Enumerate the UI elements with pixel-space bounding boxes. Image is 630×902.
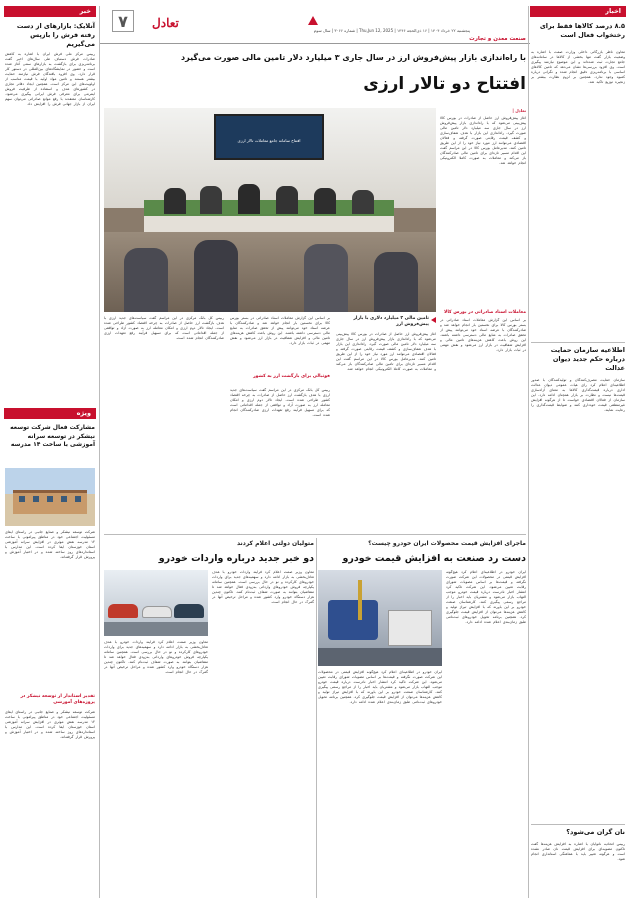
screen-text: افتتاح سامانه جامع معاملات تالار ارزی [237,138,301,143]
right-tab: اخبار [530,6,626,17]
date-fa: پنجشنبه ۲۲ خرداد ۱۴۰۴ [430,28,470,33]
year: سال سوم [313,28,331,33]
lead-byline: تعادل | [512,108,526,113]
lead-sub2: فوتبالی برای بازگشت ارز به کشور [253,374,330,379]
column-rule [99,6,100,898]
import-body-cont: معاون وزیر صمت اعلام کرد فرآیند واردات خودرو با هدف تعادل‌بخشی به بازار ادامه دارد و سهمیه‌های جدید برای واردات خودروهای کارکرده و نو در حال بررسی است. همچنین سامانه یکپارچه فروش خودروهای وارداتی به‌زودی فعال خواهد شد تا متقاضیان بتوانند به صورت شفاف ثبت‌نام کنند. تاکنون چندین هزار دستگاه خودرو وارد کشور شده و مراحل ترخیص آنها در گمرک در حال انجام است. [104,640,208,674]
left-story1-body: رییس مرکز ملی فرش ایران با اشاره به کاهش صادرات فرش دستباف طی سال‌های اخیر گفت برنامه‌ریزی برای بازگشت به بازارهای سنتی آغاز شده است و حضور در نمایشگاه‌های بین‌المللی در دستور کار قرار دارد. وی افزود بافندگان فرش نیازمند حمایت بیشتر هستند و تامین مواد اولیه با قیمت مناسب از اولویت‌های این مرکز است. همچنین ایجاد دفاتر تجاری در کشورهای هدف و استفاده از ظرفیت فروش اینترنتی برای معرفی فرش ایرانی پیگیری می‌شود. کارشناسان معتقدند با رفع موانع صادراتی می‌توان سهم ایران از بازار جهانی فرش را افزایش داد. [5,52,95,106]
photo-caption-text: تامین مالی ۳ میلیارد دلاری با بازار پیش‌فروش ارز [353,316,429,327]
right-story2-title: اطلاعیه سازمان حمایت درباره حکم جدید دیوان عدالت [550,346,625,372]
section-name: صنعت معدن و تجارت [469,36,526,42]
left-story2-body-cont: شرکت توسعه نیشکر و صنایع جانبی در راستای ایفای مسئولیت اجتماعی خود در مناطق پیرامونی با ساخت ۱۴ مدرسه نقش موثری در افزایش سرانه آموزشی استان خوزستان ایفا کرده است. این مدارس با استانداردهای روز ساخته شده و در اختیار آموزش و پرورش قرار گرفته‌اند. [5,710,95,739]
left-story1-title: آنلایک: بازارهای از دست رفته فرش را بازپس می‌گیریم [16,22,95,48]
car-body-cont: ایران خودرو در اطلاعیه‌ای اعلام کرد هیچ‌گونه افزایش قیمتی در محصولات این شرکت صورت نگرفته و قیمت‌ها بر اساس مصوبات شورای رقابت تعیین می‌شود. این شرکت تاکید کرد انتشار اخبار نادرست درباره قیمت خودرو موجب التهاب بازار می‌شود و مشتریان باید اخبار را از مراجع رسمی پیگیری کنند. کارشناسان صنعت خودرو بر این باورند که با افزایش تیراژ تولید و کاهش هزینه‌ها می‌توان از افزایش قیمت جلوگیری کرد. همچنین برنامه تحویل خودروهای ثبت‌نامی طبق زمان‌بندی اعلام شده ادامه دارد. [318,670,442,704]
left-story2-body: شرکت توسعه نیشکر و صنایع جانبی در راستای ایفای مسئولیت اجتماعی خود در مناطق پیرامونی با ساخت ۱۴ مدرسه نقش موثری در افزایش سرانه آموزشی استان خوزستان ایفا کرده است. این مدارس با استانداردهای روز ساخته شده و در اختیار آموزش و پرورش قرار گرفته‌اند. [5,530,95,559]
left-story2-sub: تقدیر استاندار از توسعه نیشکر در پروژه‌های آموزشی [20,694,95,705]
lead-body-cont: آغاز پیش‌فروش ارز حاصل از صادرات در بورس کالا پیش‌بینی می‌شود که با راه‌اندازی بازار پیش‌فروش ارز در سال جاری سه میلیارد دلار تامین مالی صورت گیرد. راه‌اندازی این بازار با هدف شفاف‌سازی و کشف قیمت رقابتی صورت گرفته و فعالان اقتصادی می‌توانند ارز مورد نیاز خود را از این طریق تامین کنند. مدیرعامل بورس کالا در این مراسم گفت این اقدام مسیر تازه‌ای برای تامین مالی صادرکنندگان باز می‌کند و معاملات به صورت کاملا الکترونیکی انجام خواهد شد. [336,332,436,371]
import-kicker: متولیان دولتی اعلام کردند [237,540,314,547]
car-body: ایران خودرو در اطلاعیه‌ای اعلام کرد هیچ‌گونه افزایش قیمتی در محصولات این شرکت صورت نگرفته و قیمت‌ها بر اساس مصوبات شورای رقابت تعیین می‌شود. این شرکت تاکید کرد انتشار اخبار نادرست درباره قیمت خودرو موجب التهاب بازار می‌شود و مشتریان باید اخبار را از مراجع رسمی پیگیری کنند. کارشناسان صنعت خودرو بر این باورند که با افزایش تیراژ تولید و کاهش هزینه‌ها می‌توان از افزایش قیمت جلوگیری کرد. همچنین برنامه تحویل خودروهای ثبت‌نامی طبق زمان‌بندی اعلام شده ادامه دارد. [446,570,526,624]
date-line: پنجشنبه ۲۲ خرداد ۱۴۰۴ | ۱۶ ذی‌الحجه ۱۴۴۶ | Thu,Jun 12, 2025 | شماره ۳۰۶۶ | سال سوم [313,28,470,33]
lead-sub2-body-cont: رییس کل بانک مرکزی در این مراسم گفت سیاست‌های جدید ارزی با هدف بازگشت ارز حاصل از صادرات به چرخه اقتصاد کشور طراحی شده است. ایجاد تالار دوم ارزی و امکان معامله ارز به صورت آزاد و توافقی از جمله اقداماتی است که برای تسهیل فرآیند رفع تعهدات ارزی صادرکنندگان انجام شده است. [104,316,224,340]
triangle-icon [308,16,318,25]
logo: تعادل [152,16,179,30]
lead-sub1: معاملات اسناد صادراتی در بورس کالا [444,310,526,315]
caption-icon [431,317,436,323]
lead-body: آغاز پیش‌فروش ارز حاصل از صادرات در بورس کالا پیش‌بینی می‌شود که با راه‌اندازی بازار پیش‌فروش ارز در سال جاری سه میلیارد دلار تامین مالی صورت گیرد. راه‌اندازی این بازار با هدف شفاف‌سازی و کشف قیمت رقابتی صورت گرفته و فعالان اقتصادی می‌توانند ارز مورد نیاز خود را از این طریق تامین کنند. مدیرعامل بورس کالا در این مراسم گفت این اقدام مسیر تازه‌ای برای تامین مالی صادرکنندگان باز می‌کند و معاملات به صورت کاملا الکترونیکی انجام خواهد شد. [440,116,526,165]
factory-photo [318,570,442,666]
right-story2-body: سازمان حمایت مصرف‌کنندگان و تولیدکنندگان با صدور اطلاعیه‌ای اعلام کرد رای هیات عمومی دیوان عدالت اداری درباره قیمت‌گذاری کالاها به معنای آزادسازی قیمت‌ها نیست و نظارت بر بازار همچنان ادامه دارد. این سازمان از فعالان اقتصادی خواست تا از هرگونه افزایش غیرمنطقی قیمت خودداری کنند و ضوابط قیمت‌گذاری را رعایت نمایند. [531,378,625,412]
right-story1-title: ۸.۵ درصد کالاها فقط برای رختخواب فعال است [539,22,625,39]
cars-photo [104,570,208,636]
lead-sub1-body: بر اساس این گزارش معاملات اسناد صادراتی در بستر بورس کالا برای نخستین بار انجام خواهد شد و صادرکنندگان با عرضه اسناد خود می‌توانند پیش از تحقق صادرات به منابع مالی دسترسی داشته باشند. این روش باعث کاهش هزینه‌های تامین مالی و افزایش شفافیت در بازار ارز می‌شود و نقش مهمی در ثبات بازار دارد. [440,318,526,352]
page-number: ۷ [112,10,134,32]
issue-number: شماره ۳۰۶۶ [334,28,356,33]
left-tag: ویژه [4,408,96,419]
car-title: دست رد صنعت به افزایش قیمت خودرو [342,553,526,564]
photo-caption [336,316,436,328]
left-story2-title: مشارکت فعال شرکت توسعه نیشکر در توسعه سرانه آموزشی با ساخت ۱۴ مدرسه [10,424,95,448]
import-body: معاون وزیر صمت اعلام کرد فرآیند واردات خودرو با هدف تعادل‌بخشی به بازار ادامه دارد و سهمیه‌های جدید برای واردات خودروهای کارکرده و نو در حال بررسی است. همچنین سامانه یکپارچه فروش خودروهای وارداتی به‌زودی فعال خواهد شد تا متقاضیان بتوانند به صورت شفاف ثبت‌نام کنند. تاکنون چندین هزار دستگاه خودرو وارد کشور شده و مراحل ترخیص آنها در گمرک در حال انجام است. [212,570,314,604]
column-rule [316,538,317,898]
school-photo [5,468,95,526]
conference-photo [104,108,436,312]
import-title: دو خبر جدید درباره واردات خودرو [158,553,314,564]
divider [531,824,625,825]
divider [531,342,625,343]
masthead [100,6,530,44]
right-story3-body: رییس اتحادیه نانوایان با اشاره به افزایش هزینه‌ها گفت تاکنون مصوبه‌ای برای افزایش قیمت نان صادر نشده است و هرگونه تغییر باید با هماهنگی استانداری انجام شود. [531,842,625,861]
lead-kicker: با راه‌اندازی بازار پیش‌فروش ارز در سال جاری ۳ میلیارد دلار تامین مالی صورت می‌گیرد [180,53,526,62]
right-story3-title: نان گران می‌شود؟ [566,828,625,836]
lead-body-cont2: بر اساس این گزارش معاملات اسناد صادراتی در بستر بورس کالا برای نخستین بار انجام خواهد شد و صادرکنندگان با عرضه اسناد خود می‌توانند پیش از تحقق صادرات به منابع مالی دسترسی داشته باشند. این روش باعث کاهش هزینه‌های تامین مالی و افزایش شفافیت در بازار ارز می‌شود و نقش مهمی در ثبات بازار دارد. [230,316,330,345]
column-rule [528,6,529,898]
car-kicker: ماجرای افزایش قیمت محصولات ایران خودرو چیست؟ [368,540,526,547]
lead-sub2-body: رییس کل بانک مرکزی در این مراسم گفت سیاست‌های جدید ارزی با هدف بازگشت ارز حاصل از صادرات به چرخه اقتصاد کشور طراحی شده است. ایجاد تالار دوم ارزی و امکان معامله ارز به صورت آزاد و توافقی از جمله اقداماتی است که برای تسهیل فرآیند رفع تعهدات ارزی صادرکنندگان انجام شده است. [230,388,330,417]
date-hijri: ۱۶ ذی‌الحجه ۱۴۴۶ [397,28,427,33]
left-tab: خبر [4,6,96,17]
right-story1-body: معاون ناظر بازرگانی داخلی وزارت صمت با اشاره به وضعیت بازار گفت تنها بخشی از کالاها در سامانه‌های جامع تجارت ثبت شده‌اند و این موضوع نیازمند پیگیری است. وی افزود بررسی‌ها نشان می‌دهد که تامین کالاهای اساسی با برنامه‌ریزی دقیق انجام شده و نگرانی درباره کمبود وجود ندارد. همچنین بر لزوم نظارت بیشتر بر زنجیره توزیع تاکید شد. [531,50,625,84]
lead-title: افتتاح دو تالار ارزی [363,74,526,94]
date-en: Thu,Jun 12, 2025 [359,28,394,33]
divider [104,534,526,535]
